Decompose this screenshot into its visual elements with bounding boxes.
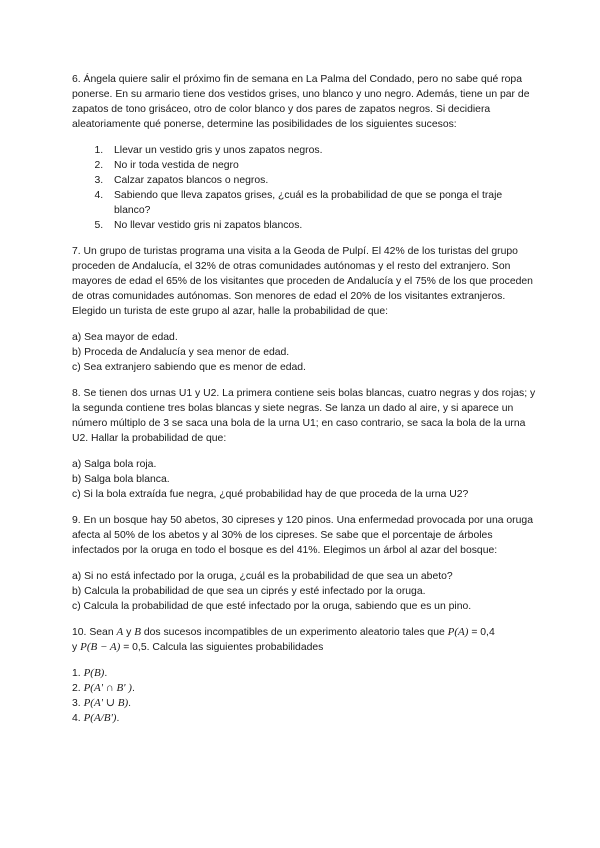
item-number: 4. (72, 713, 81, 724)
question-7-text: 7. Un grupo de turistas programa una visita a la Geoda de Pulpí. El 42% de los turistas del grupo proceden de Andalucía, el 32% de otras comunidades autónomas y el resto del extranjero. Son mayores de edad el 65% de los visitantes que proceden de Andalucía y el 75% de los que proceden de otras comunidades autónomas. Son menores de edad el 20% de los visitantes extranjeros. Elegido un turista de este grupo al azar, halle la probabilidad de que: (72, 246, 533, 317)
question-6-text: 6. Ángela quiere salir el próximo fin de semana en La Palma del Condado, pero no sabe qué ropa ponerse. En su armario tiene dos vestidos grises, uno blanco y uno negro. Además, tiene un par de zapatos de tono grisáceo, otro de color blanco y dos pares de zapatos negros. Si decidiera aleatoriamente qué ponerse, determine las posibilidades de los siguientes sucesos: (72, 74, 530, 130)
list-item: c) Calcula la probabilidad de que esté infectado por la oruga, sabiendo que es un pino. (72, 601, 472, 612)
list-item: 3. Calzar zapatos blancos o negros. (106, 173, 540, 188)
q10-text-part: y (72, 642, 81, 653)
item-expression: P(A/B') (83, 712, 117, 724)
document-content (72, 72, 540, 726)
list-item: b) Proceda de Andalucía y sea menor de edad. (72, 347, 290, 358)
question-8-text: 8. Se tienen dos urnas U1 y U2. La primera contiene seis bolas blancas, cuatro negras y dos rojas; y la segunda contiene tres bolas blancas y siete negras. Se lanza un dado al aire, y si aparece un número múltiplo de 3 se saca una bola de la urna U1; en caso contrario, se saca la bola de la urna U2. Hallar la probabilidad de que: (72, 388, 536, 444)
item-end: . (131, 683, 135, 694)
list-item: a) Salga bola roja. (72, 459, 157, 470)
question-10-list (72, 666, 540, 726)
q10-text-part: = 0,4 (468, 627, 495, 638)
item-expression: P(A' ∪ B) (83, 697, 129, 709)
item-number: 3. (72, 698, 81, 709)
list-item: 4. Sabiendo que lleva zapatos grises, ¿cuál es la probabilidad de que se ponga el traje blanco? (106, 188, 540, 218)
item-end: . (116, 713, 120, 724)
item-end: . (104, 668, 108, 679)
list-item: 2. No ir toda vestida de negro (106, 158, 540, 173)
item-number: 2. (72, 683, 81, 694)
list-item: b) Salga bola blanca. (72, 474, 170, 485)
question-9-list (72, 569, 540, 614)
list-item: c) Sea extranjero sabiendo que es menor de edad. (72, 362, 306, 373)
question-10-text (72, 625, 540, 655)
q10-text-part: = 0,5. Calcula las siguientes probabilidades (120, 642, 324, 653)
list-item: a) Si no está infectado por la oruga, ¿cuál es la probabilidad de que sea un abeto? (72, 571, 453, 582)
event-a: A (116, 626, 124, 638)
list-item (72, 711, 540, 726)
question-9-text: 9. En un bosque hay 50 abetos, 30 cipreses y 120 pinos. Una enfermedad provocada por una oruga afecta al 50% de los abetos y al 30% de los cipreses. Se sabe que el porcentaje de árboles infectados por la oruga en todo el bosque es del 41%. Elegimos un árbol al azar del bosque: (72, 515, 533, 556)
question-6-list (72, 143, 540, 233)
item-end: . (128, 698, 132, 709)
q10-text-part: y (123, 627, 135, 638)
list-item: 1. Llevar un vestido gris y unos zapatos negros. (106, 143, 540, 158)
list-item: b) Calcula la probabilidad de que sea un ciprés y esté infectado por la oruga. (72, 586, 426, 597)
list-item (72, 696, 540, 711)
list-item: c) Si la bola extraída fue negra, ¿qué probabilidad hay de que proceda de la urna U2? (72, 489, 469, 500)
prob-b-minus-a-expr: P(B − A) (80, 641, 121, 653)
question-7-list (72, 330, 540, 375)
list-item (72, 681, 540, 696)
question-8-list (72, 457, 540, 502)
list-item (72, 666, 540, 681)
item-number: 1. (72, 668, 81, 679)
q10-text-part: 10. Sean (72, 627, 117, 638)
list-item: a) Sea mayor de edad. (72, 332, 178, 343)
item-expression: P(A' ∩ B' ) (83, 682, 132, 694)
event-b: B (134, 626, 141, 638)
q10-text-part: dos sucesos incompatibles de un experimento aleatorio tales que (140, 627, 448, 638)
item-expression: P(B) (83, 667, 105, 679)
prob-a-expr: P(A) (447, 626, 469, 638)
list-item: 5. No llevar vestido gris ni zapatos blancos. (106, 218, 540, 233)
